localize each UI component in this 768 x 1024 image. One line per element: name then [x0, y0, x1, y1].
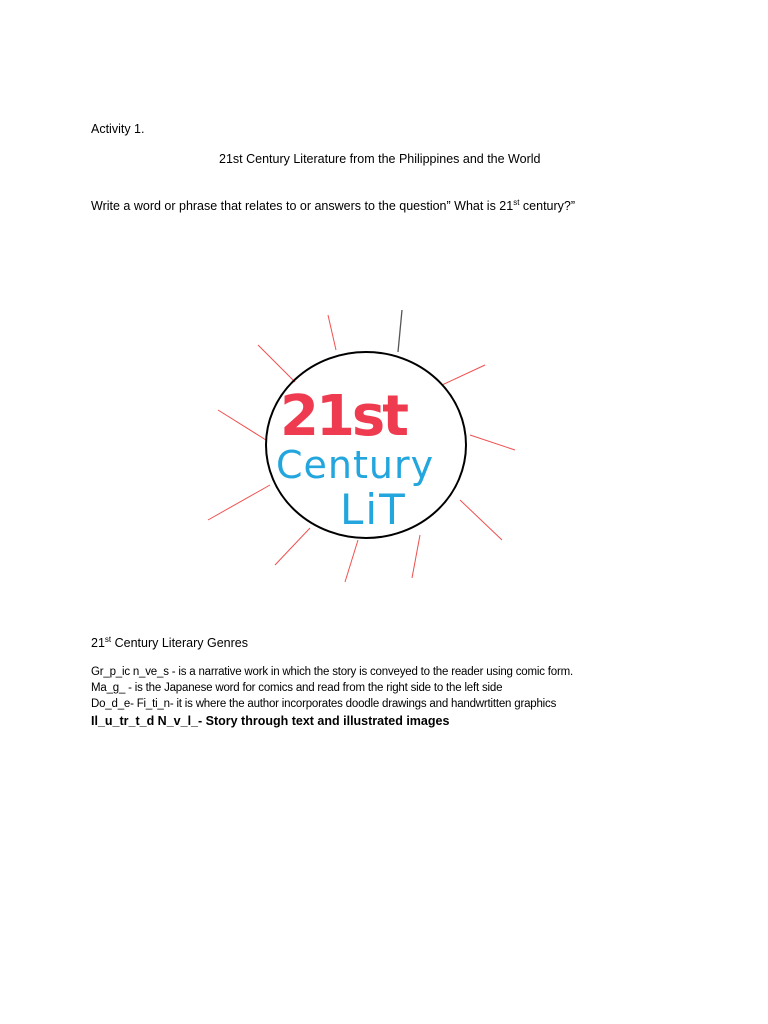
- ray: [328, 315, 336, 350]
- ray: [470, 435, 515, 450]
- genres-heading-prefix: 21: [91, 636, 105, 650]
- drawing-century: Century: [276, 443, 435, 487]
- ray: [460, 500, 502, 540]
- ray: [442, 365, 485, 385]
- question-text: [91, 199, 575, 213]
- genres-heading-sup: st: [104, 635, 112, 644]
- page-title: 21st Century Literature from the Philippines and the World: [219, 152, 541, 166]
- genre-item-doodle-fiction: Do_d_e- Fi_ti_n- it is where the author incorporates doodle drawings and handwrtitten graphics: [91, 698, 557, 710]
- genres-heading-suffix: Century Literary Genres: [111, 636, 248, 650]
- drawing-21st: 21st: [280, 384, 407, 449]
- question-sup: st: [513, 198, 520, 207]
- ray: [208, 485, 270, 520]
- genre-item-illustrated-novel: Il_u_tr_t_d N_v_l_- Story through text and illustrated images: [91, 714, 450, 728]
- question-prefix: Write a word or phrase that relates to or answers to the question” What is 21: [91, 199, 514, 213]
- question-suffix: century?”: [519, 199, 576, 213]
- genre-item-manga: Ma_g_ - is the Japanese word for comics and read from the right side to the left side: [91, 682, 503, 694]
- ray: [345, 540, 358, 582]
- activity-label: Activity 1.: [91, 122, 145, 136]
- ray: [258, 345, 295, 382]
- genre-item-graphic-novels: Gr_p_ic n_ve_s - is a narrative work in which the story is conveyed to the reader using comic form.: [91, 666, 573, 678]
- gray-ray: [398, 310, 402, 352]
- ray: [218, 410, 266, 440]
- 21st-century-lit-drawing: [180, 290, 540, 610]
- genres-heading: [91, 636, 248, 650]
- drawing-lit: LiT: [340, 485, 407, 534]
- ray: [412, 535, 420, 578]
- ray: [275, 528, 310, 565]
